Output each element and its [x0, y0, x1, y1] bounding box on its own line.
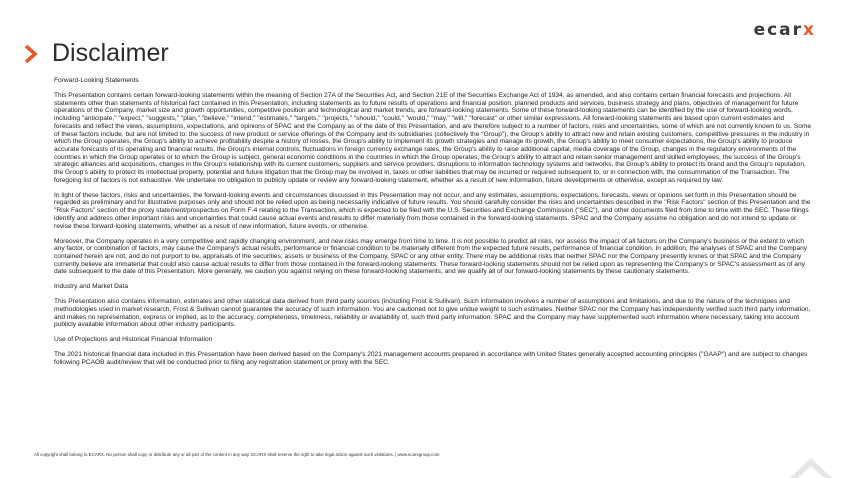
logo-text: ecar	[753, 20, 804, 40]
paragraph-forward-looking-2: In light of these factors, risks and uncertainties, the forward-looking events and circumstances discussed in this Presentation may not occur, and any estimates, assumptions, expectations, forecasts, views or opinions set forth in this Presentation should be regarded as preliminary and for illustrative purposes only and should not be relied upon as being necessarily indicative of future results. You should carefully consider the risks and uncertainties described in the "Risk Factors" section of this Presentation and the "Risk Factors" section of the proxy statement/prospectus on Form F-4 relating to the Transaction, which is expected to be filed with the U.S. Securities and Exchange Commission ("SEC"), and other documents filed from time to time with the SEC. These filings identify and address other important risks and uncertainties that could cause actual events and results to differ materially from those contained in the forward-looking statements. SPAC and the Company assume no obligation and do not intend to update or revise these forward-looking statements, whether as a result of new information, future events, or otherwise.	[54, 191, 811, 230]
chevron-up-icon	[790, 456, 832, 478]
paragraph-industry-market: This Presentation also contains information, estimates and other statistical data derived from third party sources (including Frost & Sullivan). Such information involves a number of assumptions and limitations, and due to the nature of the techniques and methodologies used in market research, Frost & Sullivan cannot guarantee the accuracy of such information. You are cautioned not to give undue weight to such estimates. Neither SPAC nor the Company has independently verified such third party information, and makes no representation, express or implied, as to the accuracy, completeness, timeliness, reliability or availability of, such third party information. SPAC and the Company may have supplemented such information where necessary, taking into account publicly available information about other industry participants.	[54, 298, 811, 329]
ecarx-logo	[754, 20, 816, 40]
logo-accent: x	[803, 20, 816, 40]
section-heading-projections: Use of Projections and Historical Financial Information	[54, 336, 213, 344]
section-heading-industry-market: Industry and Market Data	[54, 283, 129, 291]
page-title: Disclaimer	[52, 39, 169, 67]
paragraph-forward-looking-1: This Presentation contains certain forward-looking statements within the meaning of Section 27A of the Securities Act, and Section 21E of the Securities Exchange Act of 1934, as amended, and also contains certain financial forecasts and projections. All statements other than statements of historical fact contained in this Presentation, including statements as to future results of operations and financial position, planned products and services, business strategy and plans, objectives of management for future operations of the Company, market size and growth opportunities, competitive position and technological and market trends, are forward-looking statements. Some of these forward-looking statements can be identified by the use of forward-looking words, including "anticipate," "expect," "suggests," "plan," "believe," "intend," "estimates," "targets," "projects," "should," "could," "would," "may," "will," "forecast" or other similar expressions. All forward-looking statements are based upon current estimates and forecasts and reflect the views, assumptions, expectations, and opinions of SPAC and the Company as of the date of this Presentation, and are therefore subject to a number of factors, risks and uncertainties, some of which are not currently known to us. Some of these factors include, but are not limited to: the success of new product or service offerings of the Company and its subsidiaries (collectively the "Group"), the Group's ability to attract new and retain existing customers, competitive pressures in the industry in which the Group operates, the Group's ability to achieve profitability despite a history of losses, the Group's ability to implement its growth strategies and manage its growth, the Group's ability to meet consumer expectations, the Group's ability to produce accurate forecasts of its operating and financial results, the Group's internal controls, fluctuations in foreign currency exchange rates, the Group's ability to raise additional capital, media coverage of the Group, changes in the regulatory environments of the countries in which the Group operates or to which the Group is subject, general economic conditions in the countries in which the Group operates, the Group's ability to attract and retain senior management and skilled employees, the success of the Group's strategic alliances and acquisitions, changes in the Group's relationship with its current customers, suppliers and service providers, disruptions to information technology systems and networks, the Group's ability to protect its brand and the Group's reputation, the Group's ability to protect its intellectual property, potential and future litigation that the Group may be involved in, taxes or other liabilities that may be incurred or required subsequent to, or in connection with, the consummation of the Transaction. The foregoing list of factors is not exhaustive. We undertake no obligation to publicly update or review any forward-looking statement, whether as a result of new information, future developments or otherwise, except as required by law.	[54, 92, 812, 184]
footer-copyright: All copyright shall belong to ECARX. No person shall copy or distribute any or all part of the content in any way. ECARX shall reserve the right to take legal action against such violations. | www.ecarxgroup.com	[34, 452, 440, 457]
section-heading-forward-looking: Forward-Looking Statements	[54, 77, 139, 84]
chevron-right-icon	[24, 45, 38, 63]
paragraph-projections: The 2021 historical financial data included in this Presentation have been derived based on the Company's 2021 management accounts prepared in accordance with United States generally accepted accounting principles ("GAAP") and are subject to changes following PCAOB audit/review that will be conducted prior to filing any registration statement or proxy with the SEC.	[54, 351, 808, 367]
paragraph-forward-looking-3: Moreover, the Company operates in a very competitive and rapidly changing environment, and new risks may emerge from time to time. It is not possible to predict all risks, nor assess the impact of all factors on the Company's business or the extent to which any factor, or combination of factors, may cause the Company's actual results, performance or financial condition to be materially different from the expected future results, performance of financial condition. In addition, the analyses of SPAC and the Company contained herein are not, and do not purport to be, appraisals of the securities, assets or business of the Company, SPAC or any other entity. There may be additional risks that neither SPAC nor the Company presently knows or that SPAC and the Company currently believe are immaterial that could also cause actual results to differ from those contained in the forward-looking statements. These forward-looking statements should not be relied upon as representing the Company's or SPAC's assessment as of any date subsequent to the date of this Presentation. More generally, we caution you against relying on these forward-looking statements, and we qualify all of our forward-looking statements by these cautionary statements.	[54, 237, 808, 276]
disclaimer-content	[54, 77, 812, 374]
